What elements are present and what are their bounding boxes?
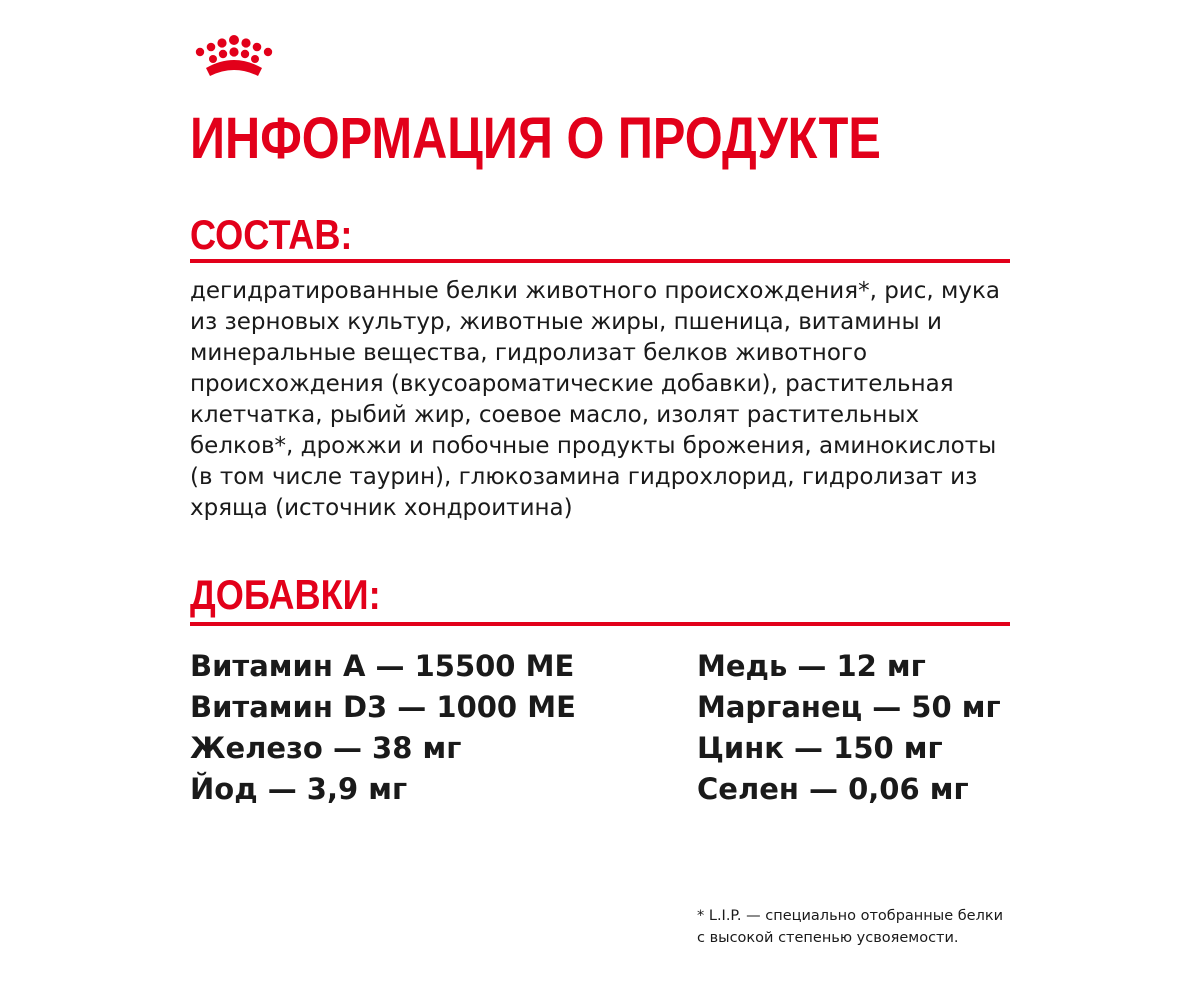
- additives-divider: [190, 622, 1010, 626]
- additive-item: Йод — 3,9 мг: [190, 772, 408, 806]
- additive-item: Медь — 12 мг: [697, 649, 926, 683]
- footnote-line: с высокой степенью усвояемости.: [697, 930, 959, 946]
- additive-item: Цинк — 150 мг: [697, 731, 943, 765]
- composition-divider: [190, 259, 1010, 263]
- additives-list-left: [190, 646, 576, 810]
- additive-item: Железо — 38 мг: [190, 731, 462, 765]
- footnote: [697, 905, 1037, 949]
- crown-icon: [192, 34, 276, 84]
- composition-text: дегидратированные белки животного происхождения*, рис, мука из зерновых культур, животные жиры, пшеница, витамины и минеральные вещества, гидролизат белков животного происхождения (вкусоароматические добавки), растительная клетчатка, рыбий жир, соевое масло, изолят растительных белков*, дрожжи и побочные продукты брожения, аминокислоты (в том числе таурин), глюкозамина гидрохлорид, гидролизат из хряща (источник хондроитина): [190, 278, 1000, 521]
- additive-item: Селен — 0,06 мг: [697, 772, 969, 806]
- additives-heading: ДОБАВКИ:: [190, 571, 381, 618]
- page-title: ИНФОРМАЦИЯ О ПРОДУКТЕ: [190, 106, 881, 171]
- additives-list-right: [697, 646, 1001, 810]
- footnote-line: * L.I.P. — специально отобранные белки: [697, 908, 1004, 924]
- additive-item: Витамин А — 15500 МЕ: [190, 649, 575, 683]
- additive-item: Витамин D3 — 1000 МЕ: [190, 690, 576, 724]
- additive-item: Марганец — 50 мг: [697, 690, 1001, 724]
- composition-heading: СОСТАВ:: [190, 211, 353, 258]
